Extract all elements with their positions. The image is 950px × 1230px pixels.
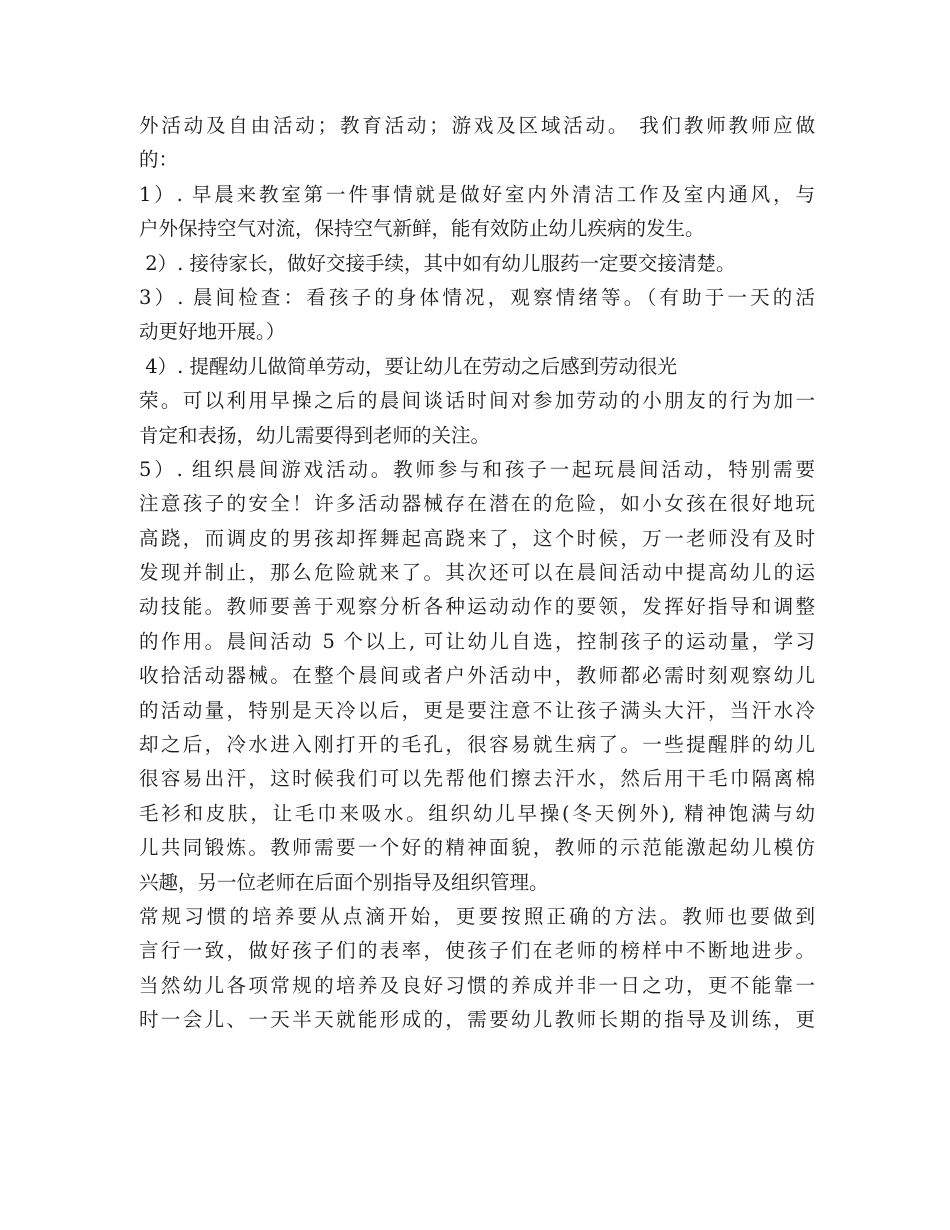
text-line: 外活动及自由活动；教育活动；游戏及区域活动。 我们教师教师应做 — [139, 114, 815, 137]
text-line: 言行一致，做好孩子们的表率，使孩子们在老师的榜样中不断地进步。 — [139, 939, 815, 963]
text-line: 动更好地开展。） — [139, 320, 286, 344]
text-line: 3）. 晨间检查：看孩子的身体情况，观察情绪等。（有助于一天的活 — [139, 285, 815, 309]
text-line: 常规习惯的培养要从点滴开始，更要按照正确的方法。教师也要做到 — [139, 904, 815, 928]
text-line: 儿共同锻炼。教师需要一个好的精神面貌，教师的示范能激起幼儿模仿 — [139, 836, 815, 860]
text-line: 户外保持空气对流，保持空气新鲜，能有效防止幼儿疾病的发生。 — [139, 217, 705, 241]
text-line: 注意孩子的安全！许多活动器械存在潜在的危险，如小女孩在很好地玩 — [139, 492, 815, 516]
text-line: 很容易出汗，这时候我们可以先帮他们擦去汗水，然后用干毛巾隔离棉 — [139, 767, 815, 791]
text-line: 荣。可以利用早操之后的晨间谈话时间对参加劳动的小朋友的行为加一 — [139, 389, 815, 413]
text-line: 5）. 组织晨间游戏活动。教师参与和孩子一起玩晨间活动，特别需要 — [139, 457, 815, 481]
text-line: 当然幼儿各项常规的培养及良好习惯的养成并非一日之功，更不能靠一 — [139, 973, 815, 997]
text-line: 1）. 早晨来教室第一件事情就是做好室内外清洁工作及室内通风，与 — [139, 182, 815, 206]
text-line: 高跷，而调皮的男孩却挥舞起高跷来了，这个时候，万一老师没有及时 — [139, 526, 815, 550]
text-line: 兴趣，另一位老师在后面个别指导及组织管理。 — [139, 870, 549, 894]
text-line: 动技能。教师要善于观察分析各种运动动作的要领，发挥好指导和调整 — [139, 595, 815, 619]
text-line: 却之后，冷水进入刚打开的毛孔，很容易就生病了。一些提醒胖的幼儿 — [139, 733, 815, 757]
text-line: 肯定和表扬，幼儿需要得到老师的关注。 — [139, 423, 491, 447]
text-line: 4）. 提醒幼儿做简单劳动，要让幼儿在劳动之后感到劳动很光 — [139, 354, 678, 378]
text-line: 时一会儿、一天半天就能形成的，需要幼儿教师长期的指导及训练，更 — [139, 1008, 815, 1032]
text-line: 的活动量，特别是天冷以后，更是要注意不让孩子满头大汗，当汗水冷 — [139, 698, 815, 722]
text-line: 收拾活动器械。在整个晨间或者户外活动中，教师都必需时刻观察幼儿 — [139, 664, 815, 688]
text-line: 毛衫和皮肤，让毛巾来吸水。组织幼儿早操(冬天例外), 精神饱满与幼 — [139, 801, 815, 825]
text-line: 的作用。晨间活动 5 个以上, 可让幼儿自选，控制孩子的运动量，学习 — [139, 629, 815, 653]
document-page — [139, 109, 815, 1038]
text-line: 2）. 接待家长，做好交接手续，其中如有幼儿服药一定要交接清楚。 — [139, 251, 736, 275]
text-line: 的： — [139, 148, 179, 172]
text-line: 发现并制止，那么危险就来了。其次还可以在晨间活动中提高幼儿的运 — [139, 561, 815, 585]
